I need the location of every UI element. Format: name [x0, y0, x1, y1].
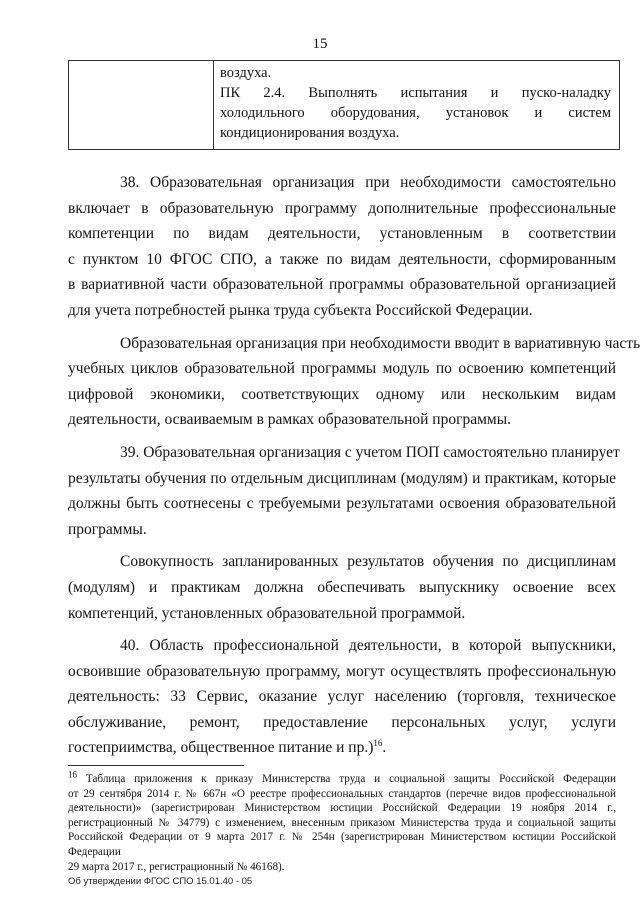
- page-number: 15: [312, 36, 328, 52]
- footnote: [68, 769, 616, 874]
- footnote-divider: [68, 765, 244, 766]
- footnote-text: Таблица приложения к приказу Министерства труда и социальной защиты Российской Федерации: [85, 773, 616, 785]
- text-line: 40. Область профессиональной деятельности, в которой выпускники,: [120, 637, 616, 655]
- footnote-line: [68, 769, 616, 787]
- paragraph-39: [68, 440, 620, 542]
- table-line: воздуха.: [220, 65, 272, 81]
- text-line: 38. Образовательная организация при необходимости самостоятельно: [120, 174, 616, 191]
- text-line: должны быть соотнесены с требуемыми результатами освоения образовательной: [68, 495, 616, 513]
- text-line: освоившие образовательную программу, могут осуществлять профессиональную: [68, 662, 616, 680]
- text-line: Образовательная организация при необходимости вводит в вариативную часть: [120, 334, 640, 352]
- text-line: результаты обучения по отдельным дисциплинам (модулям) и практикам, которые: [68, 469, 616, 487]
- text-line: деятельность: 33 Сервис, оказание услуг населению (торговля, техническое: [68, 688, 616, 706]
- text-line: гостеприимства, общественное питание и пр.): [68, 739, 374, 757]
- main-text: [68, 170, 640, 768]
- text-line: с пунктом 10 ФГОС СПО, а также по видам деятельности, сформированным: [68, 250, 616, 268]
- text-line: для учета потребностей рынка труда субъекта Российской Федерации.: [68, 301, 533, 319]
- text-line: цифровой экономики, соответствующих одному или нескольким видам: [68, 385, 616, 403]
- paragraph-40: [68, 633, 616, 761]
- competencies-table: [68, 60, 620, 150]
- paragraph-38: [68, 170, 616, 324]
- text-line: в вариативной части образовательной программы образовательной организацией: [68, 276, 616, 294]
- text-line: компетенций, установленных образовательной программой.: [68, 604, 466, 622]
- table-cell-competency: [214, 61, 620, 150]
- text-line-last: гостеприимства, общественное питание и пр.)$^{16}$.: [68, 738, 387, 757]
- table-cell-empty: [69, 61, 214, 150]
- footnote-ref: 16: [373, 738, 383, 749]
- table-line: кондиционирования воздуха.: [220, 125, 400, 141]
- text-line: деятельности, осваиваемым в рамках образовательной программы.: [68, 411, 511, 429]
- footnote-line: деятельности)» (зарегистрирован Министерством юстиции Российской Федерации 19 ноября 2014 г.,: [68, 802, 616, 815]
- text-line: обслуживание, ремонт, предоставление персональных услуг, услуги: [68, 713, 616, 731]
- table-line: ПК 2.4. Выполнять испытания и пуско-наладку: [220, 85, 611, 101]
- paragraph-39-results: [68, 549, 616, 626]
- text-line: включает в образовательную программу дополнительные профессиональные: [68, 199, 616, 217]
- footnote-marker: 16: [68, 769, 77, 780]
- table-line: холодильного оборудования, установок и систем: [220, 105, 611, 121]
- text-line: учебных циклов образовательной программы модуль по освоению компетенций: [68, 360, 616, 378]
- paragraph-38-digital: [68, 331, 640, 433]
- table-row: [69, 61, 620, 150]
- footnote-line: Российской Федерации от 9 марта 2017 г. № 254н (зарегистрирован Министерством юстиции Российской Федерации: [68, 831, 616, 858]
- text-line: программы.: [68, 520, 147, 538]
- footnote-line: регистрационный № 34779) с изменением, внесенным приказом Министерства труда и социальной защиты: [68, 816, 616, 829]
- footnote-line: от 29 сентября 2014 г. № 667н «О реестре профессиональных стандартов (перечне видов профессиональной: [68, 787, 616, 800]
- text-line: компетенции по видам деятельности, установленным в соответствии: [68, 225, 616, 243]
- document-footer: Об утверждении ФГОС СПО 15.01.40 - 05: [68, 876, 253, 887]
- text-line: 39. Образовательная организация с учетом ПОП самостоятельно планирует: [120, 443, 620, 461]
- text-line: Совокупность запланированных результатов обучения по дисциплинам: [120, 553, 616, 571]
- footnote-line: 29 марта 2017 г., регистрационный № 46168).: [68, 860, 285, 873]
- text-line: (модулям) и практикам должна обеспечивать выпускнику освоение всех: [68, 578, 616, 596]
